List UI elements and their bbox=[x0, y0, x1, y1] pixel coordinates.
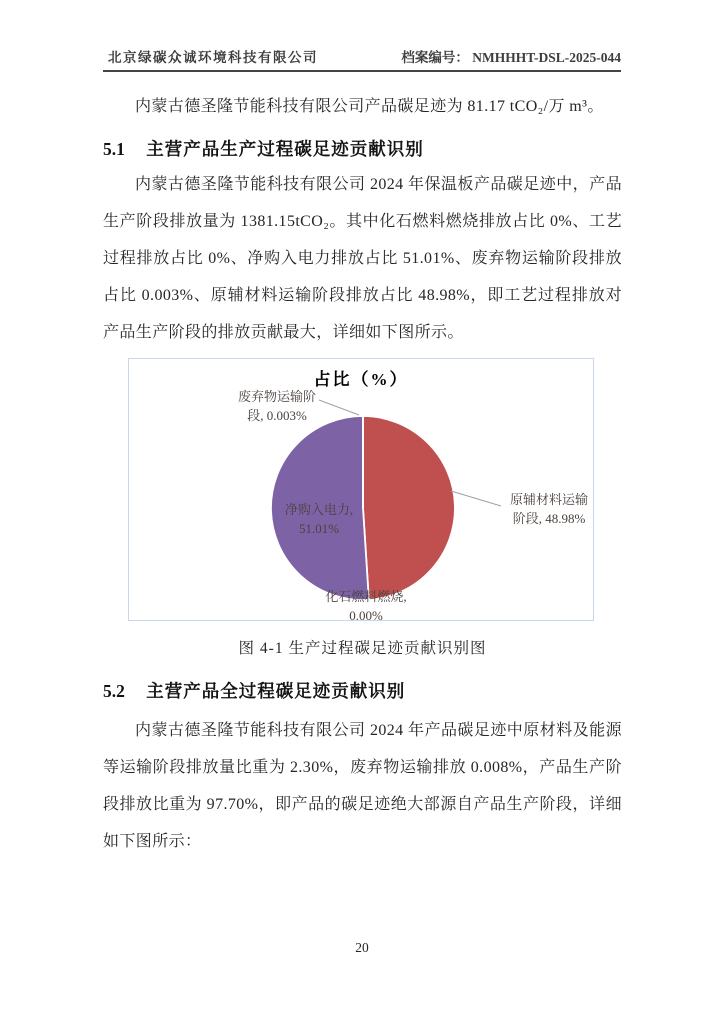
pie-label-line: 净购入电力, bbox=[284, 502, 354, 517]
section-5-1-heading bbox=[103, 136, 424, 161]
pie-label-line: 阶段, 48.98% bbox=[512, 511, 586, 526]
pie-label-line: 段, 0.003% bbox=[247, 408, 307, 423]
pie-slice-raw-material-transport bbox=[363, 416, 455, 600]
pie-label-line: 51.01% bbox=[298, 521, 340, 536]
header-file-number bbox=[401, 46, 621, 66]
section-5-1-title: 主营产品生产过程碳足迹贡献识别 bbox=[146, 139, 424, 159]
pie-label-line: 废弃物运输阶 bbox=[237, 389, 316, 404]
pie-chart-figure bbox=[128, 358, 594, 621]
section-5-1-paragraph: 内蒙古德圣隆节能科技有限公司 2024 年保温板产品碳足迹中，产品生产阶段排放量为 1381.15tCO₂。其中化石燃料燃烧排放占比 0%、工艺过程排放占比 0%、净购入电力排放占比 51.01%、废弃物运输阶段排放占比 0.003%、原辅材料运输阶段排放占比 48.98%，即工艺过程排放对产品生产阶段的排放贡献最大，详细如下图所示。 bbox=[103, 176, 622, 341]
header-company-name: 北京绿碳众诚环境科技有限公司 bbox=[108, 50, 318, 65]
figure-caption: 图 4-1 生产过程碳足迹贡献识别图 bbox=[238, 640, 487, 657]
leader-line-raw-material-transport bbox=[451, 491, 501, 506]
pie-label-line: 化石燃料燃烧, bbox=[325, 589, 407, 604]
pie-label-raw-material-transport bbox=[501, 490, 597, 528]
pie-label-line: 原辅材料运输 bbox=[509, 492, 588, 507]
pie-label-purchased-electricity bbox=[269, 500, 369, 538]
section-5-2-paragraph: 内蒙古德圣隆节能科技有限公司 2024 年产品碳足迹中原材料及能源等运输阶段排放量比重为 2.30%，废弃物运输排放 0.008%，产品生产阶段排放比重为 97.70%，即产品的碳足迹绝大部源自产品生产阶段，详细如下图所示： bbox=[103, 722, 622, 850]
pie-label-fossil-fuel bbox=[311, 587, 421, 625]
file-number-value: NMHHHT-DSL-2025-044 bbox=[472, 50, 621, 65]
section-5-1-number: 5.1 bbox=[103, 139, 125, 159]
header-divider bbox=[103, 70, 621, 72]
section-5-2-number: 5.2 bbox=[103, 681, 125, 701]
pie-label-line: 0.00% bbox=[349, 608, 383, 623]
page-number: 20 bbox=[355, 940, 369, 955]
intro-paragraph: 内蒙古德圣隆节能科技有限公司产品碳足迹为 81.17 tCO₂/万 m³。 bbox=[135, 98, 604, 115]
chart-title: 占比（%） bbox=[313, 370, 409, 389]
pie-label-waste-transport bbox=[225, 387, 329, 425]
section-5-2-title: 主营产品全过程碳足迹贡献识别 bbox=[146, 681, 406, 701]
section-5-2-heading bbox=[103, 678, 405, 703]
file-number-label: 档案编号： bbox=[401, 50, 469, 65]
